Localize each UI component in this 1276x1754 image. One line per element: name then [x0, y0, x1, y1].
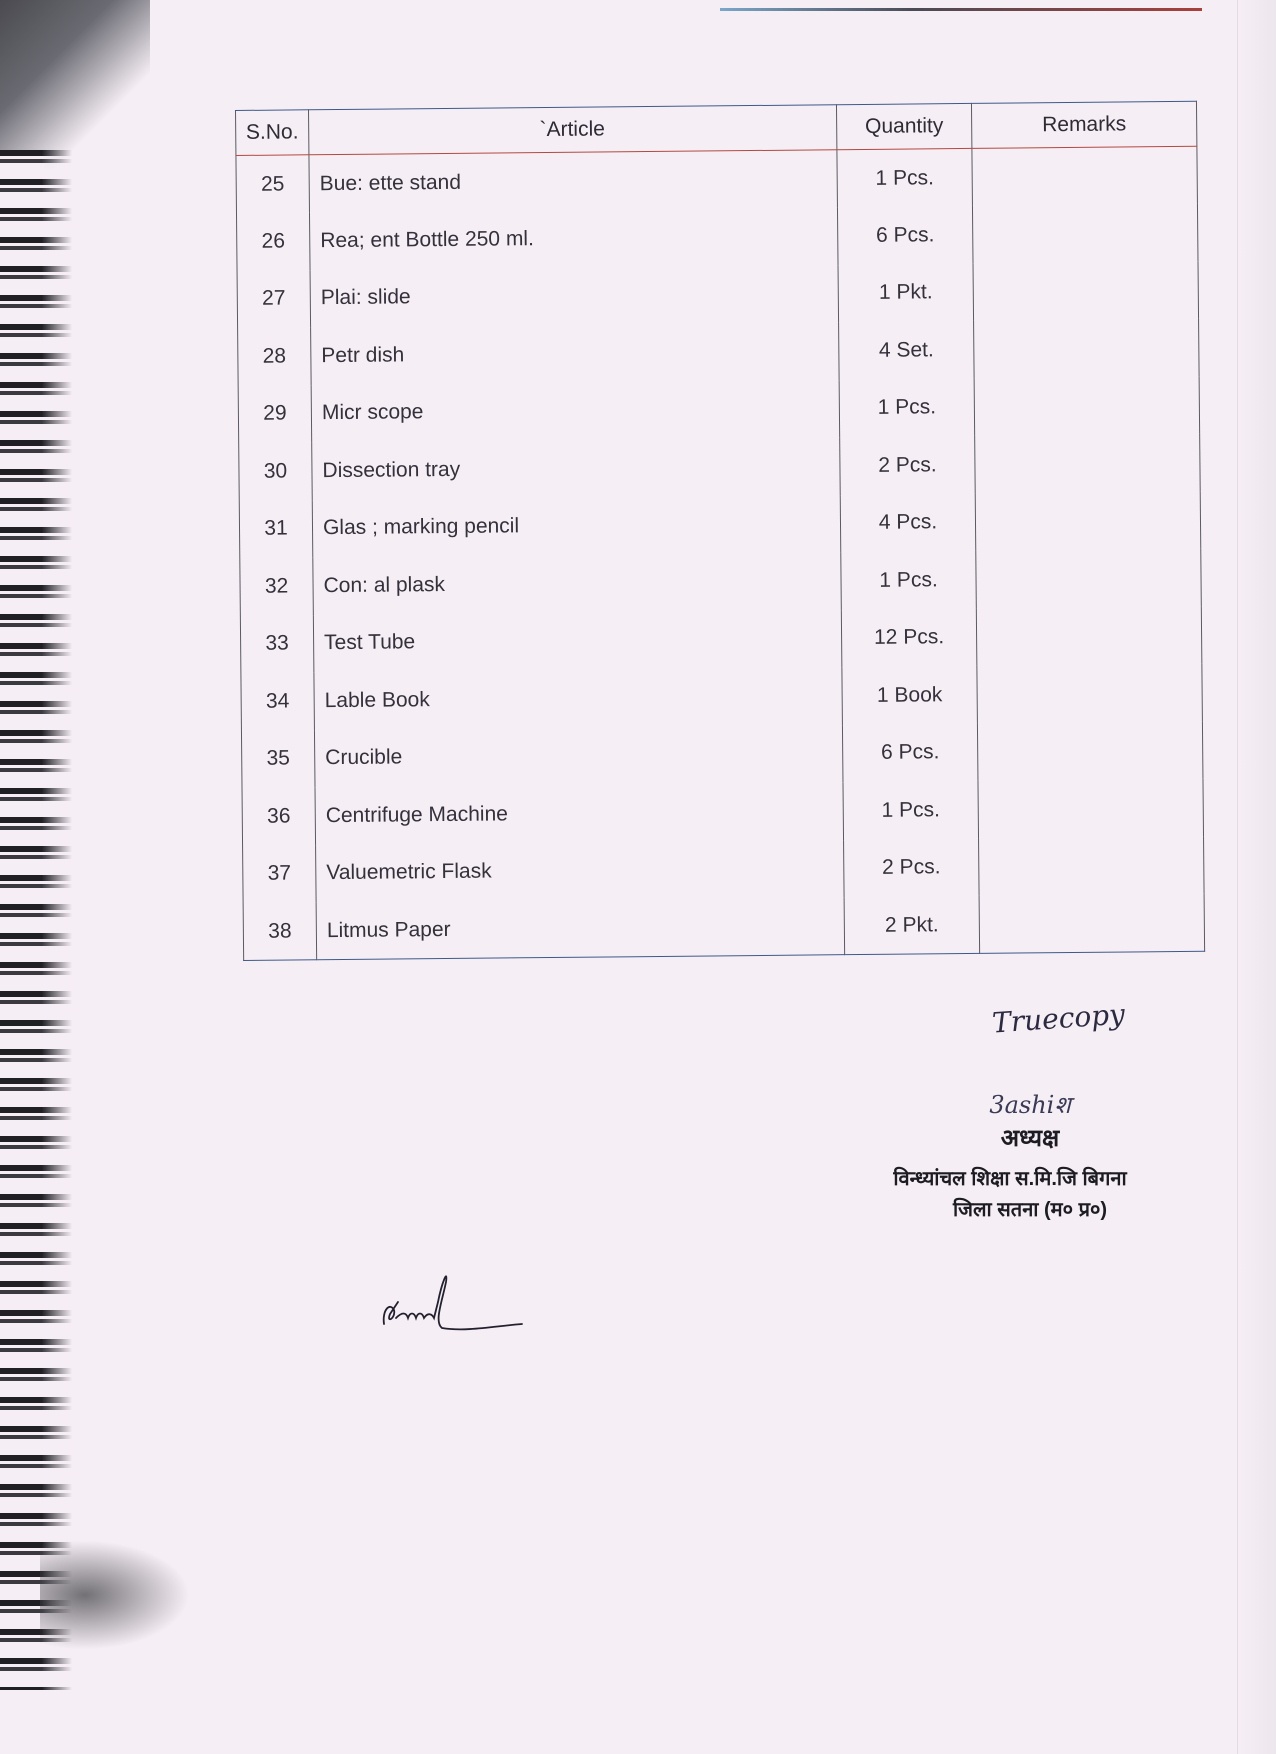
- cell-article: Valuemetric Flask: [316, 840, 845, 903]
- inventory-table: [235, 101, 1205, 961]
- cell-sno: 37: [243, 845, 317, 903]
- cell-quantity: 2 Pcs.: [840, 436, 976, 495]
- table-row: [243, 894, 1205, 961]
- cell-quantity: 1 Pcs.: [837, 148, 973, 207]
- cell-article: Litmus Paper: [316, 897, 845, 960]
- table-row: [241, 664, 1203, 731]
- stamp-district: जिला सतना (म० प्र०): [952, 1199, 1108, 1221]
- table-row: [237, 261, 1199, 328]
- binding-bottom-shadow: [40, 1540, 190, 1650]
- cell-remarks: [974, 376, 1200, 436]
- cell-sno: 32: [240, 557, 314, 615]
- cell-sno: 31: [239, 500, 313, 558]
- table-row: [238, 319, 1200, 386]
- table-row: [243, 836, 1205, 903]
- cell-quantity: 6 Pcs.: [837, 206, 973, 265]
- table-row: [240, 606, 1202, 673]
- header-remarks: Remarks: [971, 101, 1196, 148]
- cell-remarks: [973, 261, 1199, 321]
- official-stamp: [880, 1088, 1180, 1222]
- cell-remarks: [975, 491, 1201, 551]
- cell-quantity: 1 Book: [842, 666, 978, 725]
- stamp-organization: विन्ध्यांचल शिक्षा स.मि.जि बिगना: [893, 1168, 1127, 1190]
- cell-sno: 34: [241, 672, 315, 730]
- cell-quantity: 2 Pcs.: [844, 838, 980, 897]
- table-body: [236, 146, 1205, 960]
- cell-article: Lable Book: [314, 667, 843, 730]
- cell-sno: 36: [242, 787, 316, 845]
- cell-remarks: [979, 894, 1205, 954]
- cell-remarks: [972, 204, 1198, 264]
- cell-quantity: 6 Pcs.: [842, 723, 978, 782]
- top-rule: [720, 8, 1202, 11]
- header-article: `Article: [309, 105, 837, 155]
- cell-remarks: [974, 319, 1200, 379]
- cell-quantity: 2 Pkt.: [844, 896, 980, 955]
- header-quantity: Quantity: [836, 103, 971, 149]
- cell-quantity: 4 Set.: [839, 321, 975, 380]
- header-sno: S.No.: [236, 110, 309, 156]
- cell-article: Con: al plask: [313, 552, 842, 615]
- cell-article: Micr scope: [311, 380, 840, 443]
- truecopy-note: Truecopy: [991, 997, 1126, 1040]
- cell-article: Plai: slide: [310, 265, 839, 328]
- table-row: [238, 376, 1200, 443]
- cell-article: Test Tube: [313, 610, 842, 673]
- cell-remarks: [975, 434, 1201, 494]
- cell-quantity: 4 Pcs.: [840, 493, 976, 552]
- cell-sno: 35: [241, 730, 315, 788]
- page-edge: [1237, 0, 1276, 1754]
- binding-coils: [0, 150, 72, 1690]
- cell-article: Bue: ette stand: [309, 150, 838, 213]
- table-row: [242, 779, 1204, 846]
- cell-sno: 38: [243, 902, 317, 960]
- table-row: [241, 721, 1203, 788]
- stamp-designation: अध्यक्ष: [1000, 1125, 1060, 1152]
- cell-quantity: 1 Pcs.: [841, 551, 977, 610]
- table-row: [236, 146, 1198, 213]
- table-row: [236, 204, 1198, 271]
- cell-article: Rea; ent Bottle 250 ml.: [309, 207, 838, 270]
- cell-sno: 29: [238, 385, 312, 443]
- cell-article: Petr dish: [311, 322, 840, 385]
- cell-article: Dissection tray: [312, 437, 841, 500]
- table-row: [240, 549, 1202, 616]
- spiral-binding: [0, 0, 80, 1754]
- cell-remarks: [976, 549, 1202, 609]
- cell-article: Crucible: [314, 725, 843, 788]
- cell-remarks: [976, 606, 1202, 666]
- table-row: [239, 491, 1201, 558]
- cell-quantity: 1 Pkt.: [838, 263, 974, 322]
- cell-quantity: 12 Pcs.: [841, 608, 977, 667]
- table-row: [239, 434, 1201, 501]
- handwritten-signature: [376, 1262, 526, 1342]
- cell-sno: 28: [238, 327, 312, 385]
- cell-sno: 33: [240, 615, 314, 673]
- stamp-signature: 3ashiश: [989, 1091, 1071, 1119]
- cell-article: Centrifuge Machine: [315, 782, 844, 845]
- binding-corner-shadow: [0, 0, 150, 170]
- cell-article: Glas ; marking pencil: [312, 495, 841, 558]
- cell-quantity: 1 Pcs.: [843, 781, 979, 840]
- cell-sno: 30: [239, 442, 313, 500]
- cell-remarks: [972, 146, 1198, 206]
- cell-remarks: [977, 664, 1203, 724]
- cell-sno: 26: [236, 212, 310, 270]
- cell-remarks: [978, 779, 1204, 839]
- cell-remarks: [977, 721, 1203, 781]
- cell-sno: 27: [237, 270, 311, 328]
- cell-remarks: [979, 836, 1205, 896]
- cell-quantity: 1 Pcs.: [839, 378, 975, 437]
- cell-sno: 25: [236, 155, 310, 213]
